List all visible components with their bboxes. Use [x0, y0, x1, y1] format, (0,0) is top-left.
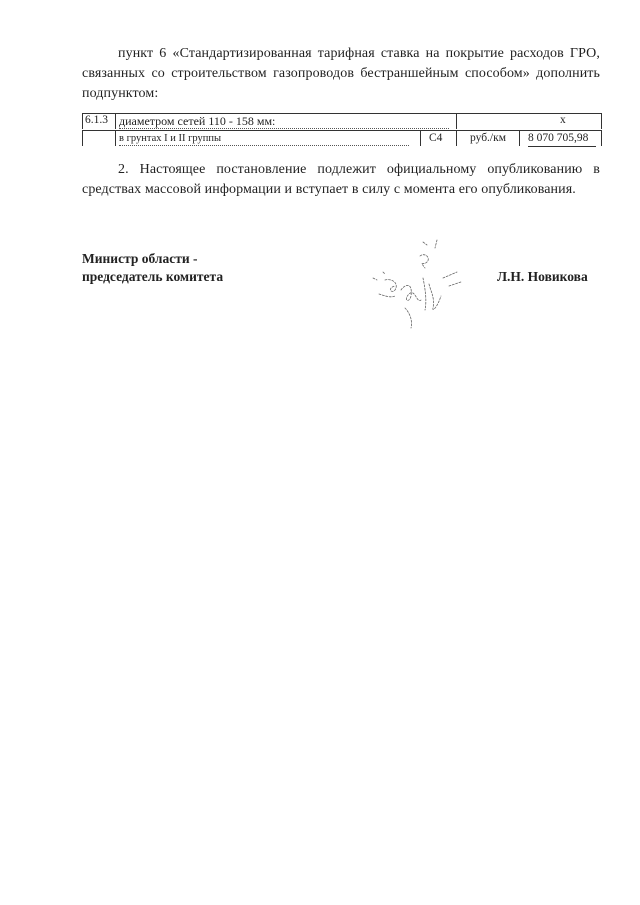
table-border: [601, 130, 602, 146]
table-cell-value-bottom: 8 070 705,98: [528, 132, 589, 144]
table-cell-description-line1: диаметром сетей 110 - 158 мм:: [119, 114, 276, 128]
table-cell-number: 6.1.3: [85, 114, 108, 126]
table-value-underline: [528, 146, 596, 147]
paragraph-amendment: пункт 6 «Стандартизированная тарифная ставка на покрытие расходов ГРО, связанных со строительством газопроводов бестраншейным способом» дополнить подпунктом:: [82, 46, 600, 101]
table-border: [115, 130, 116, 146]
table-cell-value-top: х: [560, 114, 566, 126]
table-cell-code: С4: [429, 132, 443, 144]
tariff-table: [82, 112, 602, 148]
signatory-position-line1: Министр области -: [82, 251, 198, 266]
table-dotted-rule: [119, 145, 409, 146]
table-border: [82, 113, 83, 129]
table-cell-unit: руб./км: [470, 132, 506, 144]
table-border: [420, 130, 421, 146]
handwritten-signature: [365, 238, 475, 338]
table-border: [82, 130, 83, 146]
table-border: [115, 113, 116, 129]
table-border: [456, 113, 457, 129]
table-border: [519, 130, 520, 146]
signatory-name: Л.Н. Новикова: [497, 269, 588, 284]
paragraph-effective: 2. Настоящее постановление подлежит официальному опубликованию в средствах массовой информации и вступает в силу с момента его опубликования.: [82, 162, 600, 197]
table-border: [601, 113, 602, 129]
table-cell-description-line2: в грунтах I и II группы: [119, 133, 222, 144]
table-border: [456, 130, 457, 146]
signatory-position-line2: председатель комитета: [82, 269, 224, 284]
table-row-divider: [82, 130, 602, 131]
table-dotted-rule: [119, 128, 449, 129]
